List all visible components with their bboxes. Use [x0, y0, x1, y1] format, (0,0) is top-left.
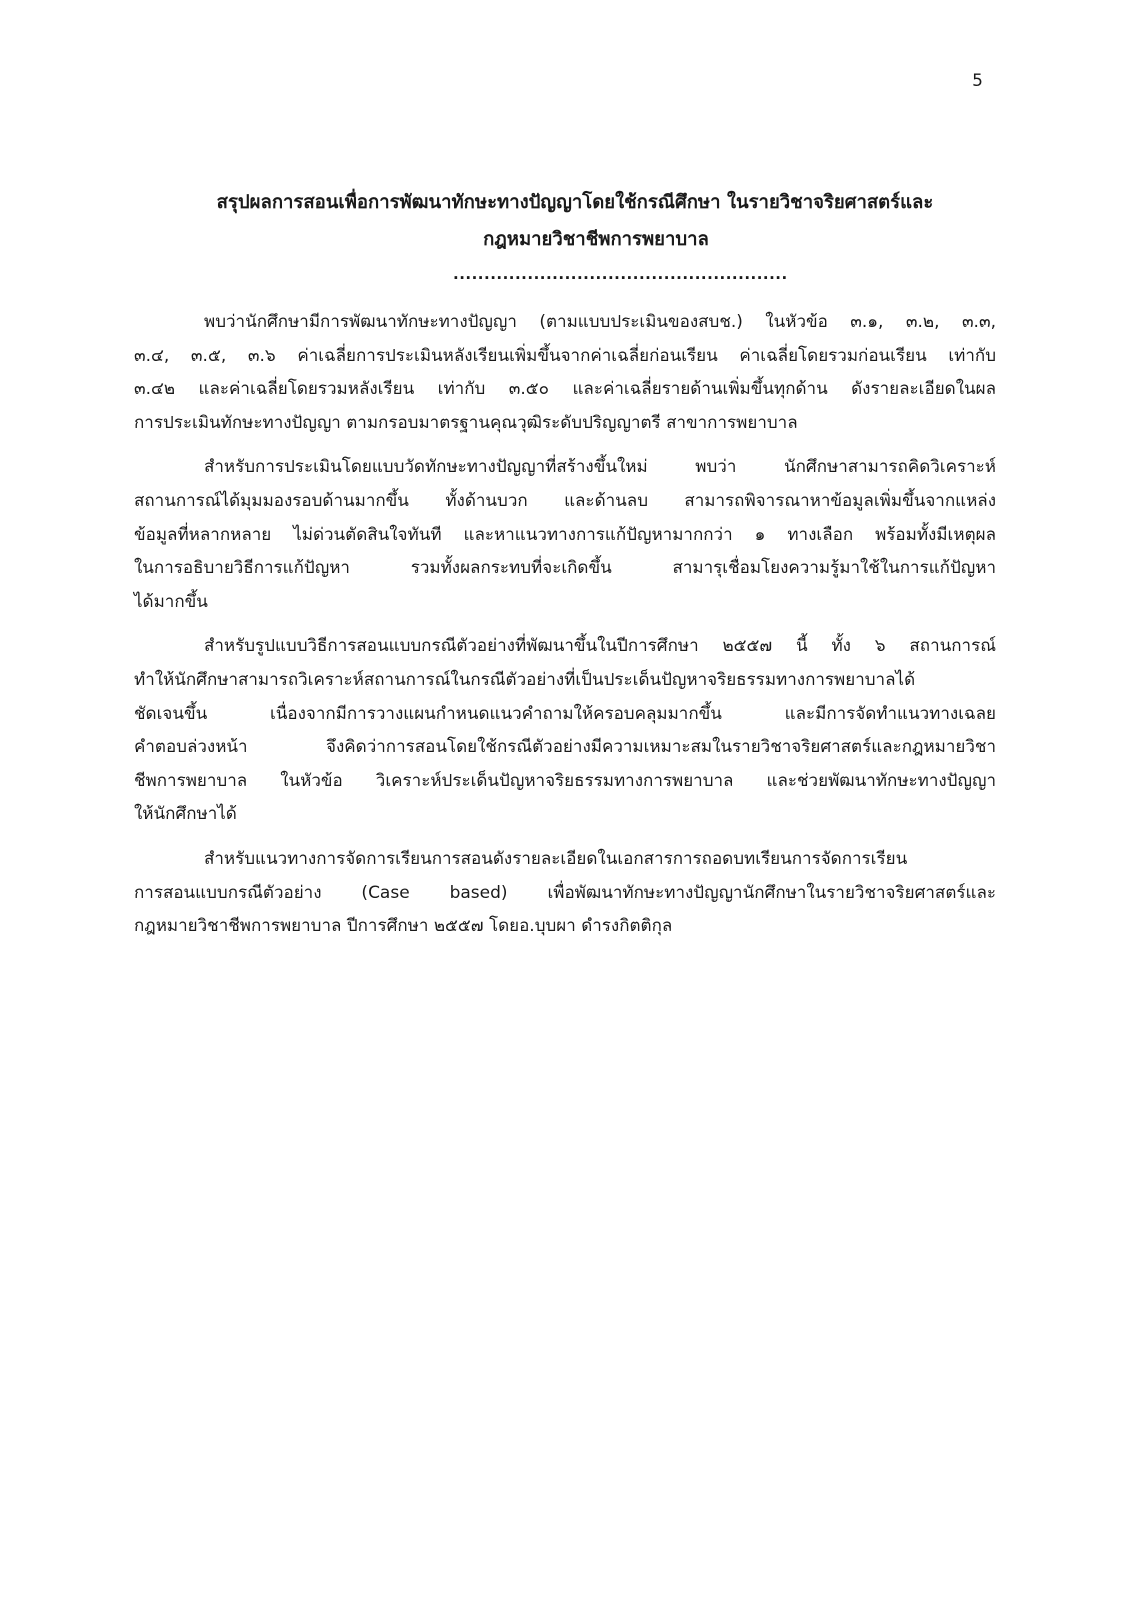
title-line-1: สรุปผลการสอนเพื่อการพัฒนาทักษะทางปัญญาโดยใช้กรณีศึกษา ในรายวิชาจริยศาสตร์และ — [216, 192, 934, 213]
paragraph-line: กฎหมายวิชาชีพการพยาบาล ปีการศึกษา ๒๕๕๗ โดยอ.บุบผา ดำรงกิตติกุล — [134, 916, 673, 937]
paragraph-2 — [134, 451, 996, 619]
paragraph-line: สำหรับรูปแบบวิธีการสอนแบบกรณีตัวอย่างที่พัฒนาขึ้นในปีการศึกษา ๒๕๕๗ นี้ ทั้ง ๖ สถานการณ์ — [204, 636, 996, 657]
paragraph-line: ชีพการพยาบาล ในหัวข้อ วิเคราะห์ประเด็นปัญหาจริยธรรมทางการพยาบาล และช่วยพัฒนาทักษะทางปัญญา — [134, 770, 996, 791]
paragraph-line: พบว่านักศึกษามีการพัฒนาทักษะทางปัญญา (ตามแบบประเมินของสบช.) ในหัวข้อ ๓.๑, ๓.๒, ๓.๓, — [204, 312, 996, 332]
paragraph-line: การประเมินทักษะทางปัญญา ตามกรอบมาตรฐานคุณวุฒิระดับปริญญาตรี สาขาการพยาบาล — [134, 412, 798, 433]
title-line-2: กฎหมายวิชาชีพการพยาบาล — [483, 229, 709, 250]
paragraph-line: ข้อมูลที่หลากหลาย ไม่ด่วนตัดสินใจทันที และหาแนวทางการแก้ปัญหามากกว่า ๑ ทางเลือก พร้อมทั้งมีเหตุผล — [134, 524, 996, 545]
paragraph-line: คำตอบล่วงหน้า จึงคิดว่าการสอนโดยใช้กรณีตัวอย่างมีความเหมาะสมในรายวิชาจริยศาสตร์และกฎหมายวิชา — [134, 737, 996, 758]
paragraph-line: ๓.๔๒ และค่าเฉลี่ยโดยรวมหลังเรียน เท่ากับ ๓.๕๐ และค่าเฉลี่ยรายด้านเพิ่มขึ้นทุกด้าน ดังรายละเอียดในผล — [134, 379, 996, 400]
paragraph-line: ได้มากขึ้น — [134, 591, 208, 612]
paragraph-line: ชัดเจนขึ้น เนื่องจากมีการวางแผนกำหนดแนวคำถามให้ครอบคลุมมากขึ้น และมีการจัดทำแนวทางเฉลย — [134, 703, 996, 724]
paragraph-1 — [134, 306, 996, 440]
paragraph-line: ทำให้นักศึกษาสามารถวิเคราะห์สถานการณ์ในกรณีตัวอย่างที่เป็นประเด็นปัญหาจริยธรรมทางการพยาบาลได้ — [134, 669, 916, 690]
body-text — [134, 306, 996, 955]
paragraph-line: การสอนแบบกรณีตัวอย่าง (Case based) เพื่อพัฒนาทักษะทางปัญญานักศึกษาในรายวิชาจริยศาสตร์และ — [134, 882, 996, 903]
paragraph-line: สำหรับแนวทางการจัดการเรียนการสอนดังรายละเอียดในเอกสารการถอดบทเรียนการจัดการเรียน — [204, 848, 908, 869]
paragraph-line: ให้นักศึกษาได้ — [134, 804, 237, 825]
document-title — [150, 184, 1000, 258]
paragraph-3 — [134, 630, 996, 832]
paragraph-line: ๓.๔, ๓.๕, ๓.๖ ค่าเฉลี่ยการประเมินหลังเรียนเพิ่มขึ้นจากค่าเฉลี่ยก่อนเรียน ค่าเฉลี่ยโดยรวมก่อนเรียน เท่ากับ — [134, 345, 996, 366]
page-number: 5 — [972, 71, 983, 91]
paragraph-line: ในการอธิบายวิธีการแก้ปัญหา รวมทั้งผลกระทบที่จะเกิดขึ้น สามารุเชื่อมโยงความรู้มาใช้ในการแก้ปัญหา — [134, 558, 996, 579]
dotted-separator: ...................................................... — [453, 265, 788, 283]
paragraph-4 — [134, 843, 996, 944]
paragraph-line: สถานการณ์ได้มุมมองรอบด้านมากขึ้น ทั้งด้านบวก และด้านลบ สามารถพิจารณาหาข้อมูลเพิ่มขึ้นจากแหล่ง — [134, 490, 996, 511]
paragraph-line: สำหรับการประเมินโดยแบบวัดทักษะทางปัญญาที่สร้างขึ้นใหม่ พบว่า นักศึกษาสามารถคิดวิเคราะห์ — [204, 457, 996, 478]
